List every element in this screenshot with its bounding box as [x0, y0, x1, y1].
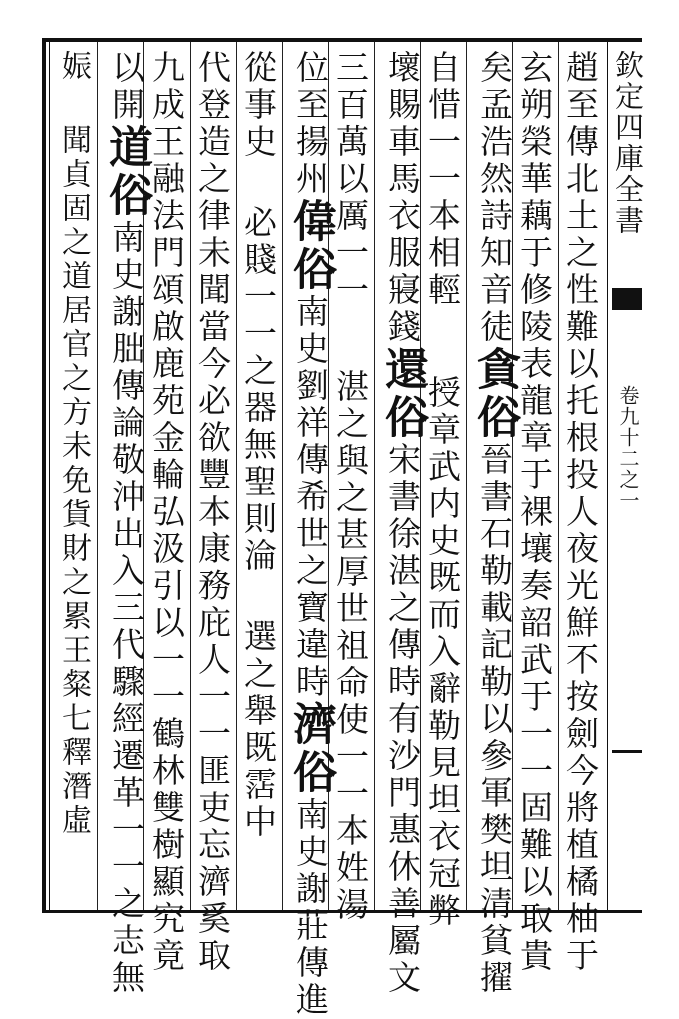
book-title: 欽定四庫全書 [611, 50, 645, 236]
text-column [331, 50, 370, 924]
text-column [285, 50, 336, 1019]
headword: 道俗 [101, 124, 152, 220]
column-text: 位至揚州 [291, 50, 330, 198]
overflow-guard [0, 0, 46, 951]
source-text: 南史謝莊傳進 [291, 797, 330, 1019]
body-text: 聞貞固之道居官之方未免貨財之累王粲七釋潛虛 [56, 124, 91, 838]
column-rule [190, 42, 191, 910]
source-text: 晉書石勒載記勒以參軍樊坦清貧擢 [475, 442, 514, 997]
text-column [377, 50, 428, 997]
text-column: 趙至傳北土之性難以托根投人夜光鮮不按劍今將植橘柚于 [561, 50, 600, 975]
column-rule [282, 42, 283, 910]
frame-top-border [42, 38, 642, 42]
text-column [469, 50, 520, 997]
text-column: 代登造之律未聞當今必欲豐本康務庇人一一匪吏忘濟奚取 [193, 50, 232, 975]
column-text: 以開 [107, 50, 146, 124]
source-text: 南史謝朏傳論敬沖出入三代驟經遷革一一之志無 [107, 220, 146, 997]
juan-number: 卷九十二之一 [616, 385, 640, 511]
body-text: 湛之與之甚厚世祖命使一一本姓湯 [331, 369, 370, 924]
headword: 偉俗 [285, 198, 336, 294]
headword: 貪俗 [469, 346, 520, 442]
margin-rule [612, 750, 642, 753]
body-text: 選之舉既霑中 [239, 619, 278, 841]
column-rule [97, 42, 98, 910]
text-column [239, 50, 278, 841]
frame-left-inner-line [49, 38, 50, 913]
source-text: 宋書徐湛之傳時有沙門惠休善屬文 [383, 442, 422, 997]
text-column [101, 50, 152, 997]
text-column: 九成王融法門頌啟鹿苑金輪弘汲引以一一鶴林雙樹顯究竟 [147, 50, 186, 975]
column-rule [558, 42, 559, 910]
source-text: 南史劉祥傳希世之寶違時 [291, 294, 330, 701]
column-text: 壞賜車馬衣服寢錢 [383, 50, 422, 346]
text-column: 玄朔榮華藕于修陵表龍章于裸壤奏韶武于一一固難以取貴 [515, 50, 554, 975]
column-text: 娠 [56, 50, 91, 84]
column-text: 三百萬以厲一一 [331, 50, 370, 309]
column-rule [236, 42, 237, 910]
column-text: 從事史 [239, 50, 278, 161]
column-text: 自惜一一本相輕 [423, 50, 462, 309]
column-rule [374, 42, 375, 910]
fish-tail-mark [612, 288, 642, 310]
headword: 濟俗 [285, 701, 336, 797]
body-text: 必賤一一之器無聖則淪 [239, 205, 278, 575]
column-rule [466, 42, 467, 910]
headword: 還俗 [377, 346, 428, 442]
text-column [423, 50, 462, 930]
body-text: 授章武内史既而入辭勒見坦衣冠弊 [423, 375, 462, 930]
column-text: 矣孟浩然詩知音徒 [475, 50, 514, 346]
